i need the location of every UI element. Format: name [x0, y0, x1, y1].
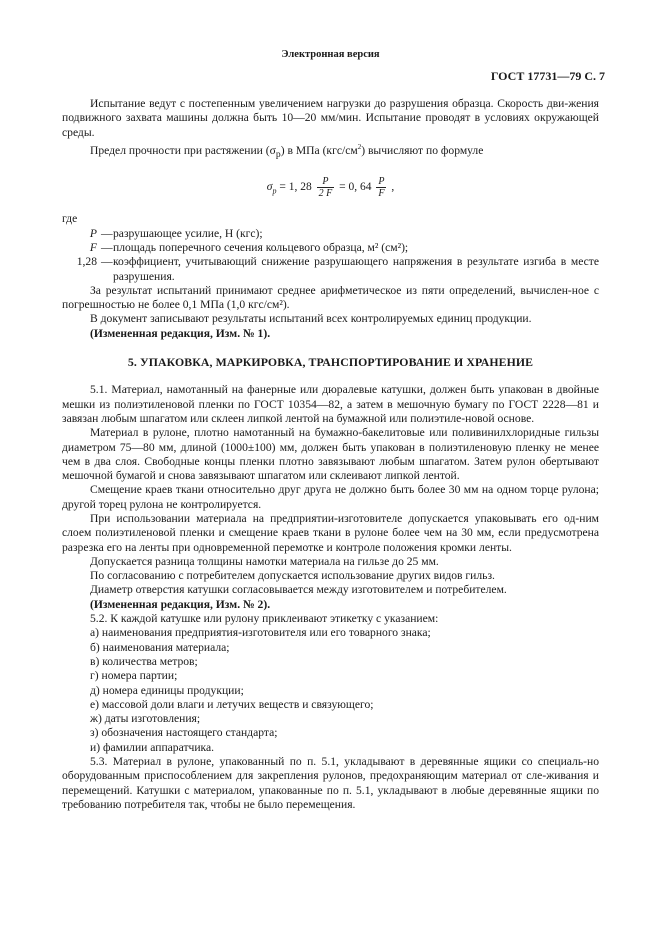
document-body	[62, 97, 599, 812]
paragraph-result: За результат испытаний принимают среднее арифметическое из пяти определений, вычислен-ное с погрешностью не более 0,1 МПа (1,0 кгс/см²).	[62, 283, 599, 312]
definition-item: 1,28 — коэффициент, учитывающий снижение разрушающего напряжения в результате изгиба в месте разрушения.	[76, 255, 599, 283]
label-item: б) наименования материала;	[90, 640, 230, 654]
label-item: д) номера единицы продукции;	[90, 683, 244, 697]
clause-5-1-manufacturer: При использовании материала на предприятии-изготовителе допускается упаковывать его од-ним слоем полиэтиленовой пленки и смещение краев ткани в рулоне более чем на 30 мм, если предусмотрена разрезка его на ленты при одновременной перемотке и контроле положения кромки ленты.	[62, 512, 599, 554]
clause-5-2: 5.2. К каждой катушке или рулону приклеивают этикетку с указанием:	[90, 612, 439, 626]
label-item: ж) даты изготовления;	[90, 712, 201, 726]
label-item: в) количества метров;	[90, 654, 198, 668]
paragraph-record: В документ записывают результаты испытаний всех контролируемых единиц продукции.	[90, 312, 532, 326]
label-item: и) фамилии аппаратчика.	[90, 740, 215, 754]
clause-5-1: 5.1. Материал, намотанный на фанерные или дюралевые катушки, должен быть упакован в двойные мешки из полиэтиленовой пленки по ГОСТ 10354—82, а затем в мешочную бумагу по ГОСТ 2228—81 и завязан любым шпагатом или склеен липкой лентой на бумажной или полиэтиле-новой основе.	[62, 383, 599, 425]
label-item: з) обозначения настоящего стандарта;	[90, 726, 278, 740]
paragraph-strength-intro: Предел прочности при растяжении $(\sigma_р)$ в МПа $(кгс/см^2)$ вычисляют по формуле	[90, 142, 484, 161]
label-item: е) массовой доли влаги и летучих веществ и связующего;	[90, 697, 374, 711]
clause-5-1-edges: Смещение краев ткани относительно друг друга не должно быть более 30 мм на одном торце рулона; другой торец рулона не контролируется.	[62, 483, 599, 511]
section-title: 5. УПАКОВКА, МАРКИРОВКА, ТРАНСПОРТИРОВАНИЕ И ХРАНЕНИЕ	[127, 355, 534, 370]
clause-5-1-sleeves: По согласованию с потребителем допускается использование других видов гильз.	[90, 569, 495, 583]
clause-5-3: 5.3. Материал в рулоне, упакованный по п. 5.1, укладывают в деревянные ящики со специаль-но оборудованным приспособлением для закрепления рулонов, предохраняющим материал от сле-живания и перемещений. Катушки с материалом, упакованные по п. 5.1, укладывают в любые деревянные ящики по требованию потребителя так, чтобы не было перемещения.	[62, 755, 599, 811]
clause-5-1-roll: Материал в рулоне, плотно намотанный на бумажно-бакелитовые или поливинилхлоридные гильзы диаметром 75—80 мм, длиной (1000±100) мм, должен быть упакован в полиэтиленовую пленку не менее чем в два слоя. Свободные концы пленки плотно завязывают любым шпагатом. Затем рулон обертывают мешочной бумагой и снова завязывают шпагатом или склеивают липкой лентой.	[62, 426, 599, 483]
electronic-version-label: Электронная версия	[281, 49, 380, 60]
definition-item: F — площадь поперечного сечения кольцевого образца, м² (см²);	[89, 240, 409, 254]
label-item: а) наименования предприятия-изготовителя или его товарного знака;	[90, 626, 431, 640]
where-label: где	[62, 212, 78, 226]
strength-formula: $\sigma_р = 1$, 28 $\frac{P}{2 F}$ = 0, 64 $\frac{P}{F}$ ,	[266, 176, 395, 200]
formula-definitions	[62, 227, 599, 284]
paragraph-test-procedure: Испытание ведут с постепенным увеличением нагрузки до разрушения образца. Скорость дви-жения подвижного захвата машины должна быть 10—20 мм/мин. Испытание проводят в условиях окружающей среды.	[62, 97, 599, 139]
clause-5-1-thickness: Допускается разница толщины намотки материала на гильзе до 25 мм.	[90, 554, 439, 568]
standard-code-page-number: ГОСТ 17731—79 С. 7	[490, 69, 605, 83]
label-item: г) номера партии;	[90, 669, 178, 683]
revision-note-2: (Измененная редакция, Изм. № 2).	[90, 597, 271, 611]
clause-5-1-bore: Диаметр отверстия катушки согласовывается между изготовителем и потребителем.	[90, 583, 507, 597]
revision-note-1: (Измененная редакция, Изм. № 1).	[90, 326, 271, 340]
definition-item: P — разрушающее усилие, Н (кгс);	[89, 226, 263, 240]
